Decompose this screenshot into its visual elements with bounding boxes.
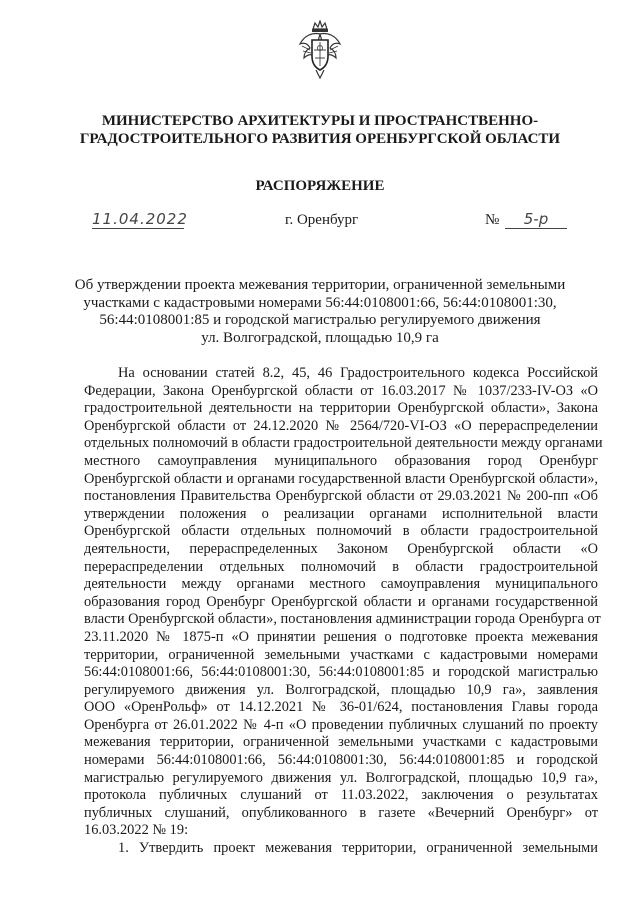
date-number-row <box>0 210 640 236</box>
body-line: власти Оренбургской области», постановления администрации города Оренбурга от <box>84 611 601 628</box>
ministry-line-2: ГРАДОСТРОИТЕЛЬНОГО РАЗВИТИЯ ОРЕНБУРГСКОЙ ОБЛАСТИ <box>79 131 561 147</box>
body-line: перераспределении отдельных полномочий в области градостроительной <box>84 558 598 575</box>
body-line: градостроительной деятельности на территории Оренбургской области», Закона <box>84 400 598 417</box>
subject-line: Об утверждении проекта межевания территории, ограниченной земельными <box>74 277 566 293</box>
body-line: Федерации, Закона Оренбургской области от 16.03.2017 № 1037/233-IV-ОЗ «О <box>84 382 598 399</box>
body-line: магистралью регулируемого движения ул. Волгоградской, площадью 10,9 га», <box>84 769 598 786</box>
ministry-name <box>60 112 580 148</box>
body-line: Оренбургской области отдельных полномочий в области градостроительной <box>84 523 598 540</box>
body-line: Оренбургской области от 24.12.2020 № 2564/720-VI-ОЗ «О перераспределении <box>84 417 598 434</box>
body-line: отдельных полномочий в области градостроительной деятельности между органами <box>84 435 603 452</box>
body-line: образования город Оренбург Оренбургской области и органами государственной <box>84 593 598 610</box>
body-line: территории, ограниченной земельными участками с кадастровыми номерами <box>84 646 598 663</box>
body-line: постановления Правительства Оренбургской области от 29.03.2021 № 200-пп «Об <box>84 488 598 505</box>
subject-line: ул. Волгоградской, площадью 10,9 га <box>201 329 439 346</box>
number-label: № <box>485 212 500 228</box>
body-line: Оренбурга от 26.01.2022 № 4-п «О проведении публичных слушаний по проекту <box>84 716 598 733</box>
body-line: На основании статей 8.2, 45, 46 Градостроительного кодекса Российской <box>118 365 598 381</box>
body-line: межевания территории, ограниченной земельными участками с кадастровыми <box>84 734 598 751</box>
document-body <box>84 365 603 858</box>
body-line: деятельности между органами местного самоуправления муниципального <box>84 576 598 593</box>
body-line: протокола публичных слушаний от 11.03.2022, заключения о результатах <box>84 787 598 804</box>
body-line: 56:44:0108001:66, 56:44:0108001:30, 56:44:0108001:85 и городской магистралью <box>84 664 598 681</box>
body-line: деятельности, перераспределенных Законом Оренбургской области «О <box>84 540 598 557</box>
document-type: РАСПОРЯЖЕНИЕ <box>255 178 385 194</box>
document-subject <box>70 277 570 347</box>
subject-line: 56:44:0108001:85 и городской магистралью регулируемого движения <box>99 312 541 328</box>
ministry-line-1: МИНИСТЕРСТВО АРХИТЕКТУРЫ И ПРОСТРАНСТВЕННО- <box>101 113 539 129</box>
body-line: регулируемого движения ул. Волгоградской, площадью 10,9 га», заявления <box>84 681 598 698</box>
subject-line: участками с кадастровыми номерами 56:44:0108001:66, 56:44:0108001:30, <box>83 294 557 311</box>
body-line: местного самоуправления муниципального образования город Оренбург <box>84 452 598 469</box>
body-line: 16.03.2022 № 19: <box>84 822 189 839</box>
body-line: публичных слушаний, опубликованного в газете «Вечерний Оренбург» от <box>84 804 598 821</box>
document-number: 5-р <box>505 210 567 229</box>
coat-of-arms-icon <box>296 20 344 80</box>
body-line: ООО «ОренРольф» от 14.12.2021 № 36-01/624, постановления Главы города <box>84 699 598 716</box>
body-line: утверждении положения о реализации органами исполнительной власти <box>84 505 598 522</box>
document-city: г. Оренбург <box>285 212 359 228</box>
document-date: 11.04.2022 <box>92 210 188 228</box>
body-line: номерами 56:44:0108001:66, 56:44:0108001:30, 56:44:0108001:85 и городской <box>84 752 598 769</box>
body-line: 23.11.2020 № 1875-п «О принятии решения о подготовке проекта межевания <box>84 628 598 645</box>
body-line: 1. Утвердить проект межевания территории, ограниченной земельными <box>118 840 598 857</box>
body-line: Оренбургской области и органами государственной власти Оренбургской области», <box>84 470 598 487</box>
